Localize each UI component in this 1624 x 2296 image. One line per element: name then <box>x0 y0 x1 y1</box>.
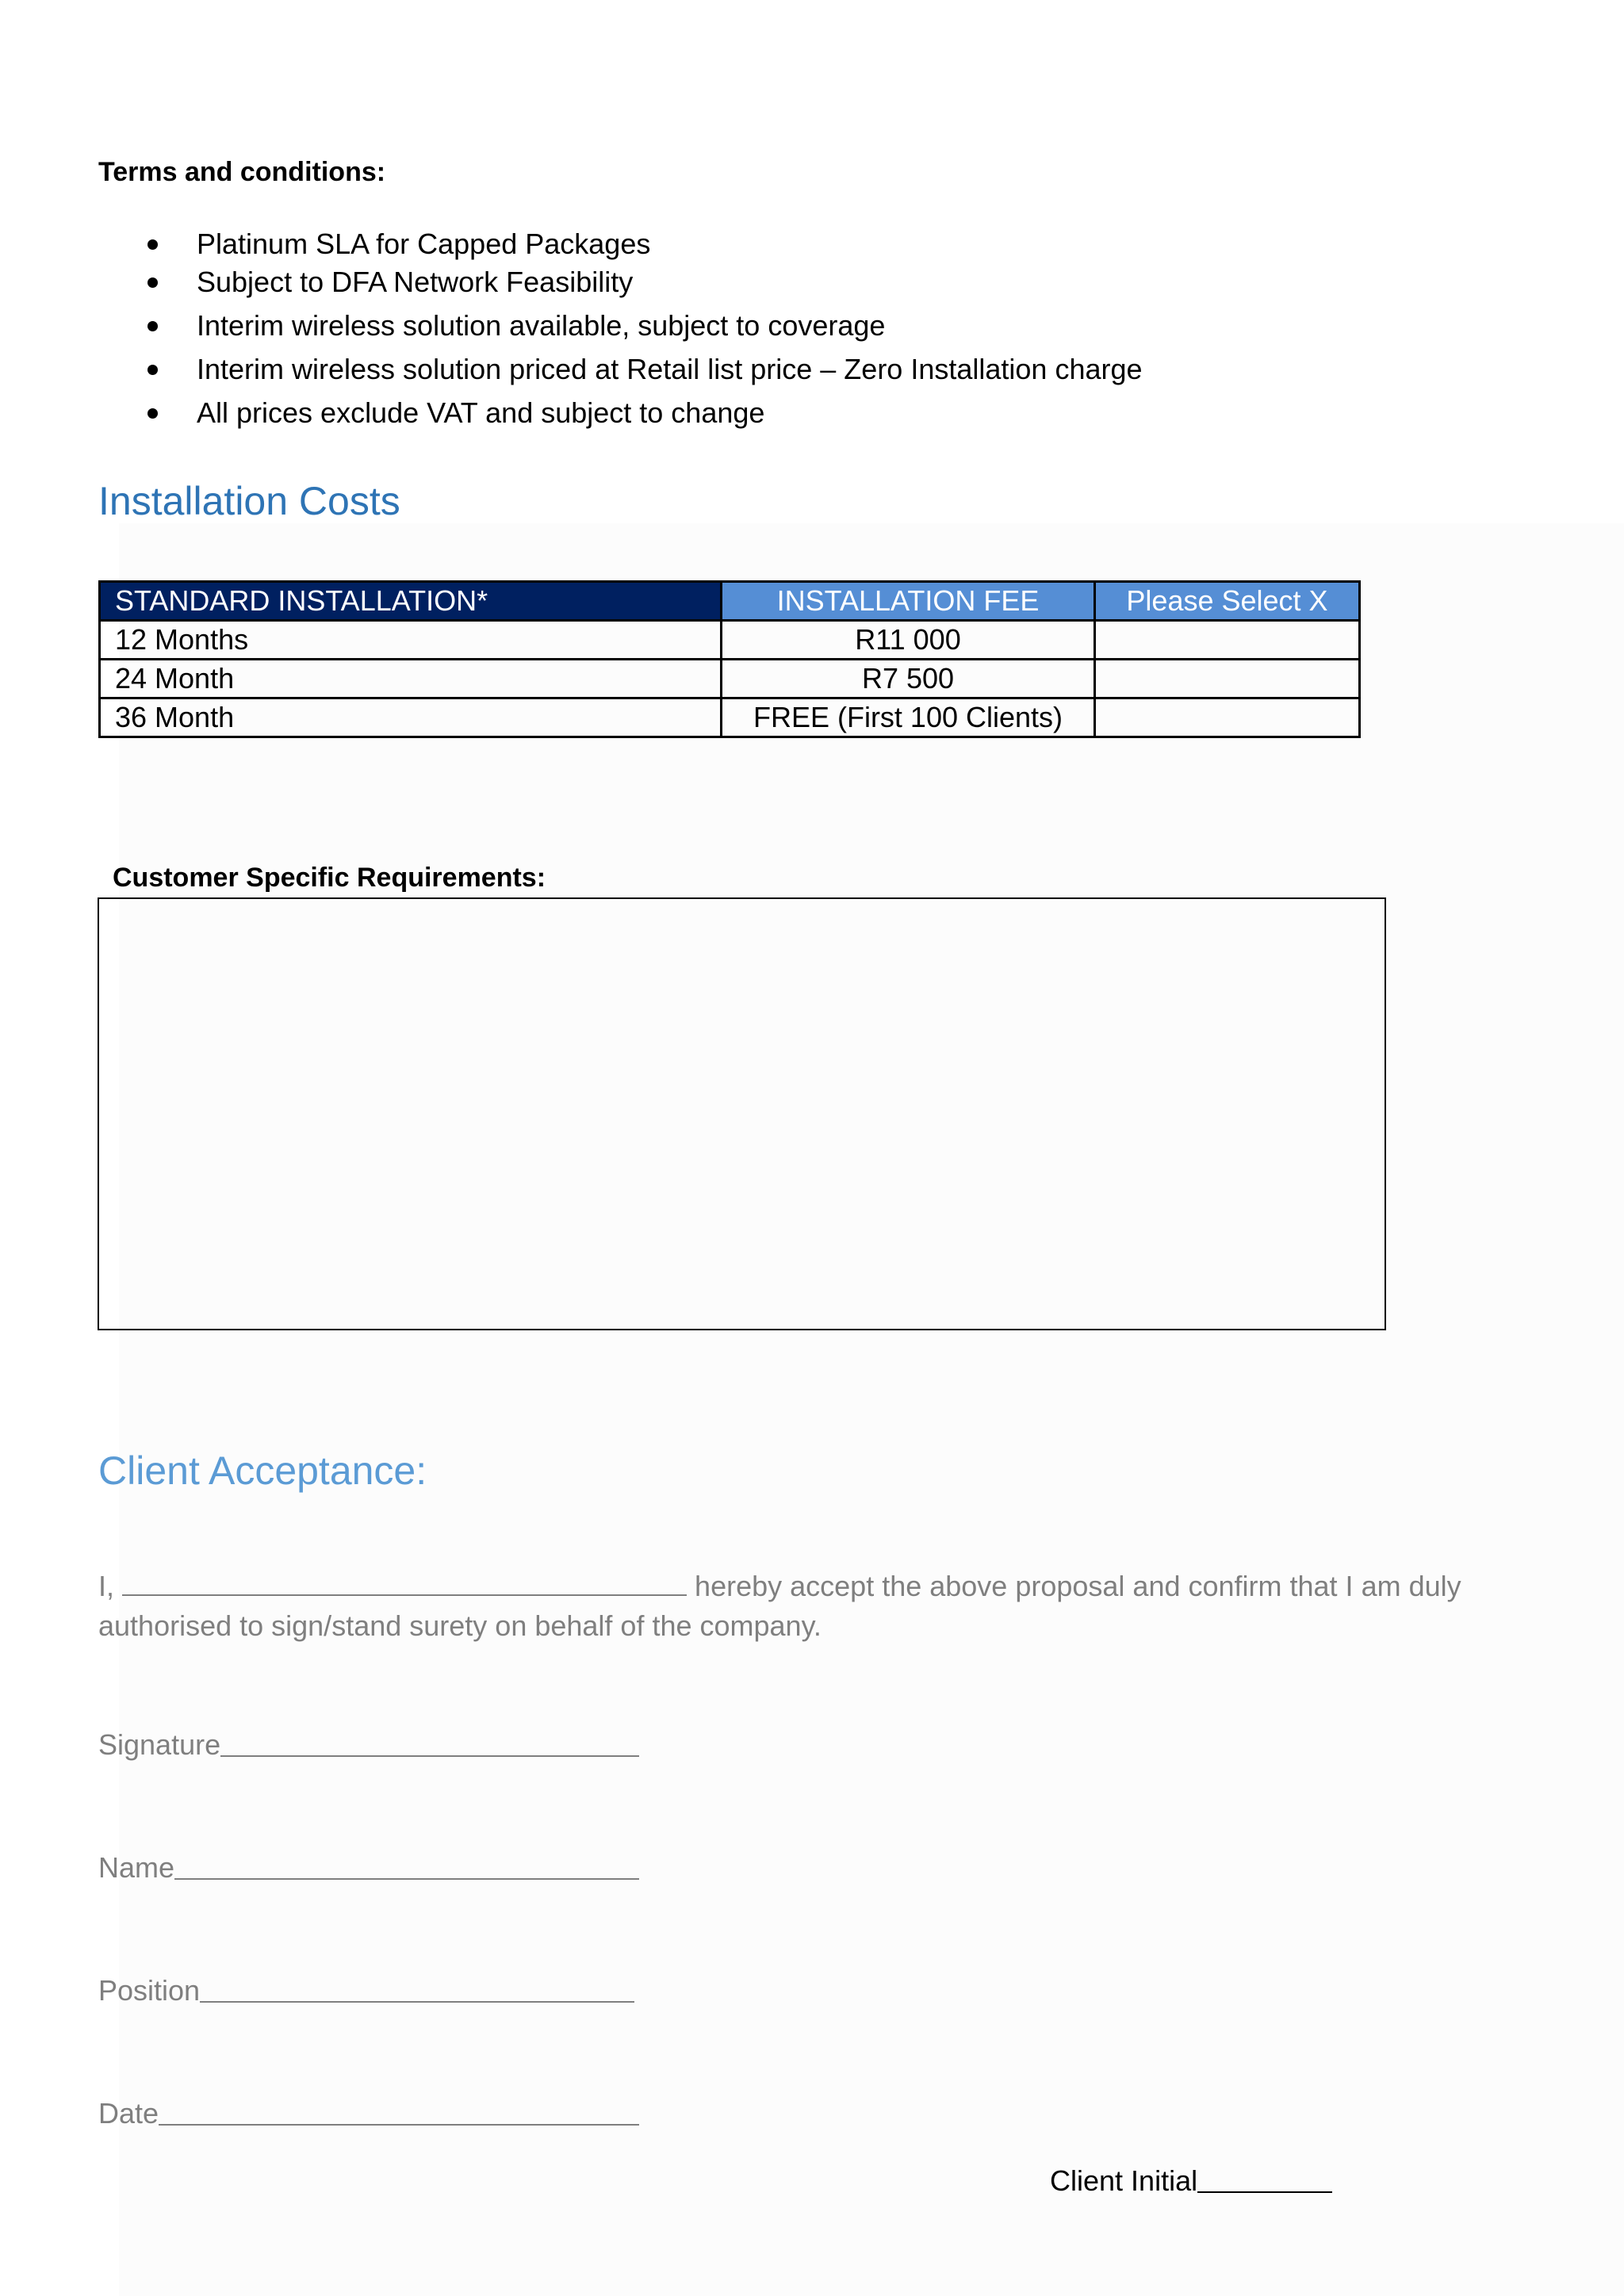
select-cell-12-months[interactable] <box>1095 621 1360 660</box>
terms-item: All prices exclude VAT and subject to change <box>98 397 1143 429</box>
installation-table <box>98 580 1361 738</box>
client-initial-label: Client Initial <box>1050 2164 1198 2197</box>
select-cell-36-month[interactable] <box>1095 698 1360 737</box>
fee-cell: R7 500 <box>722 660 1095 698</box>
signature-label: Signature <box>98 1728 221 1761</box>
terms-item: Interim wireless solution priced at Retail list price – Zero Installation charge <box>98 354 1143 385</box>
signature-row <box>98 1728 639 1762</box>
header-installation-fee: INSTALLATION FEE <box>722 582 1095 621</box>
date-label: Date <box>98 2097 159 2130</box>
signature-field[interactable] <box>220 1732 639 1757</box>
client-initial-field[interactable] <box>1197 2168 1332 2193</box>
header-please-select: Please Select X <box>1095 582 1360 621</box>
acceptance-statement <box>98 1567 1494 1646</box>
acceptance-text: hereby accept the above proposal and confirm that I am duly authorised to sign/stand surety on behalf of the company. <box>98 1570 1461 1642</box>
terms-item: Interim wireless solution available, subject to coverage <box>98 310 1143 342</box>
table-row <box>100 698 1360 737</box>
fee-cell: FREE (First 100 Clients) <box>722 698 1095 737</box>
term-cell: 36 Month <box>100 698 722 737</box>
client-name-blank[interactable] <box>122 1567 687 1596</box>
table-header-row <box>100 582 1360 621</box>
term-cell: 24 Month <box>100 660 722 698</box>
position-label: Position <box>98 1974 201 2007</box>
fee-cell: R11 000 <box>722 621 1095 660</box>
terms-list <box>98 228 1143 441</box>
terms-item: Platinum SLA for Capped Packages <box>98 228 1143 260</box>
select-cell-24-month[interactable] <box>1095 660 1360 698</box>
name-row <box>98 1851 639 1885</box>
table-row <box>100 660 1360 698</box>
date-row <box>98 2097 639 2130</box>
position-row <box>98 1974 634 2007</box>
name-label: Name <box>98 1851 175 1884</box>
customer-requirements-field[interactable] <box>98 897 1386 1330</box>
terms-item: Subject to DFA Network Feasibility <box>98 266 1143 298</box>
client-initial-row <box>1050 2164 1332 2198</box>
client-acceptance-title: Client Acceptance: <box>98 1448 427 1493</box>
name-field[interactable] <box>174 1854 639 1880</box>
table-row <box>100 621 1360 660</box>
customer-requirements-label: Customer Specific Requirements: <box>113 863 546 893</box>
date-field[interactable] <box>159 2100 639 2126</box>
position-field[interactable] <box>200 1977 634 2003</box>
installation-costs-title: Installation Costs <box>98 479 400 523</box>
terms-heading: Terms and conditions: <box>98 157 386 187</box>
term-cell: 12 Months <box>100 621 722 660</box>
header-standard-installation: STANDARD INSTALLATION* <box>100 582 722 621</box>
acceptance-prefix: I, <box>98 1570 115 1602</box>
